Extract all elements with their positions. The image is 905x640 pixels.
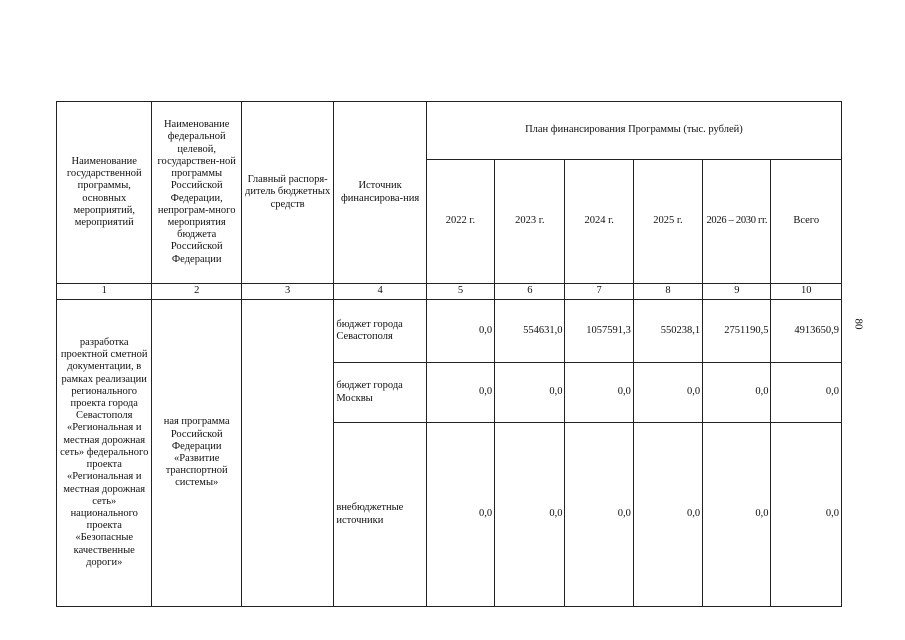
value-cell: 0,0 — [426, 363, 494, 423]
header-funding-source: Источник финансирова-ния — [334, 102, 426, 284]
value-cell: 4913650,9 — [771, 300, 842, 363]
value-cell: 554631,0 — [495, 300, 565, 363]
value-cell: 0,0 — [703, 423, 771, 607]
column-number: 3 — [241, 284, 333, 300]
header-program-name: Наименование государственной программы, основных мероприятий, мероприятий — [57, 102, 152, 284]
funding-source: бюджет города Москвы — [334, 363, 426, 423]
funding-source: внебюджетные источники — [334, 423, 426, 607]
column-number: 6 — [495, 284, 565, 300]
header-year-2023: 2023 г. — [495, 160, 565, 284]
column-number: 8 — [633, 284, 702, 300]
value-cell: 0,0 — [495, 423, 565, 607]
column-number: 1 — [57, 284, 152, 300]
header-federal-program: Наименование федеральной целевой, государствен-ной программы Российской Федерации, непрограм-много мероприятия бюджета Российской Федерации — [152, 102, 241, 284]
column-number: 5 — [426, 284, 494, 300]
federal-program-name: ная программа Российской Федерации «Развитие транспортной системы» — [152, 300, 241, 607]
column-number: 4 — [334, 284, 426, 300]
column-number: 9 — [703, 284, 771, 300]
budget-manager-cell — [241, 300, 333, 607]
value-cell: 550238,1 — [633, 300, 702, 363]
value-cell: 0,0 — [771, 423, 842, 607]
header-year-2026-2030: 2026 – 2030 гг. — [703, 160, 771, 284]
header-budget-manager: Главный распоря-дитель бюджетных средств — [241, 102, 333, 284]
activity-description: разработка проектной сметной документации, в рамках реализации регионального проекта города Севастополя «Региональная и местная дорожная сеть» федерального проекта «Региональная и местная дорожная сеть» национального проекта «Безопасные качественные дороги» — [57, 300, 152, 607]
value-cell: 0,0 — [495, 363, 565, 423]
header-year-2022: 2022 г. — [426, 160, 494, 284]
value-cell: 0,0 — [565, 363, 633, 423]
column-number: 2 — [152, 284, 241, 300]
value-cell: 0,0 — [771, 363, 842, 423]
header-year-2024: 2024 г. — [565, 160, 633, 284]
column-number: 10 — [771, 284, 842, 300]
value-cell: 0,0 — [633, 423, 702, 607]
funding-source: бюджет города Севастополя — [334, 300, 426, 363]
financing-table — [56, 101, 842, 607]
value-cell: 0,0 — [426, 300, 494, 363]
value-cell: 0,0 — [426, 423, 494, 607]
header-year-2025: 2025 г. — [633, 160, 702, 284]
value-cell: 0,0 — [633, 363, 702, 423]
column-number: 7 — [565, 284, 633, 300]
page-number: 80 — [852, 318, 865, 330]
header-total: Всего — [771, 160, 842, 284]
value-cell: 1057591,3 — [565, 300, 633, 363]
value-cell: 0,0 — [703, 363, 771, 423]
value-cell: 0,0 — [565, 423, 633, 607]
header-financing-plan: План финансирования Программы (тыс. рублей) — [426, 102, 841, 160]
value-cell: 2751190,5 — [703, 300, 771, 363]
